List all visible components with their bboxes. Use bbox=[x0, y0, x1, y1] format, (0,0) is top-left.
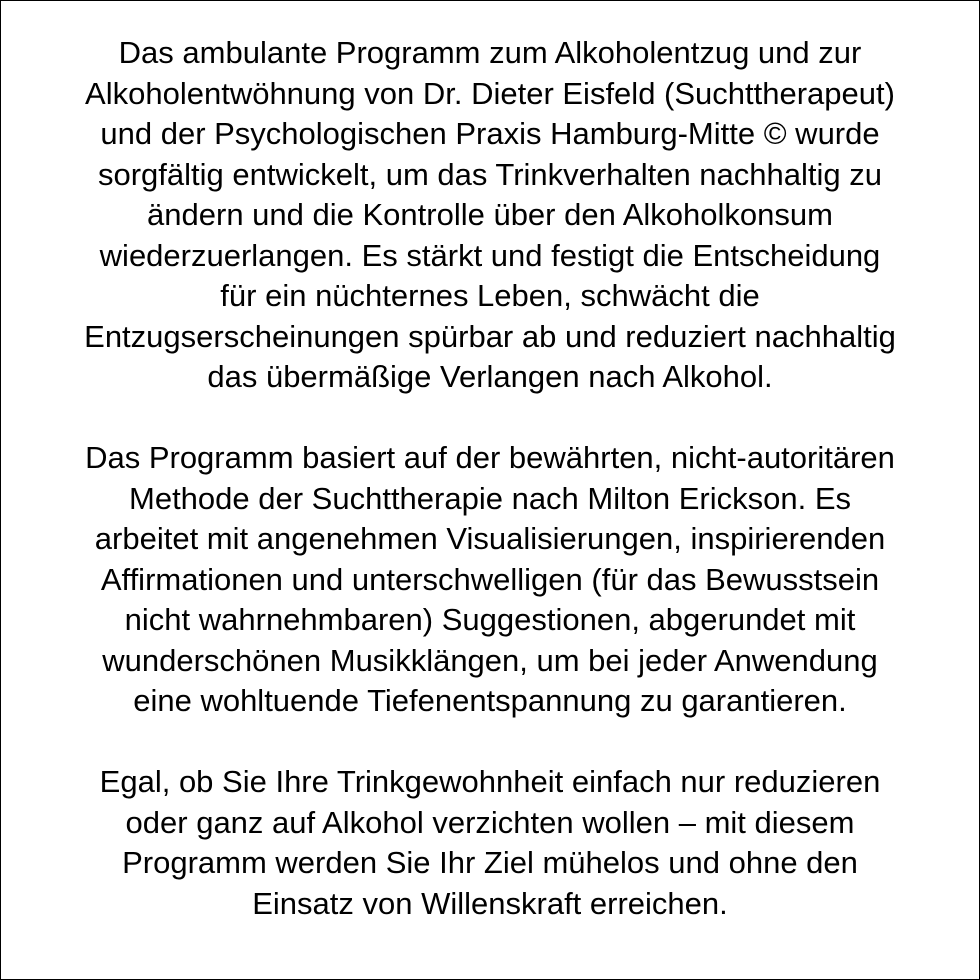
text-line: Alkoholentwöhnung von Dr. Dieter Eisfeld (Suchttherapeut) bbox=[85, 75, 895, 111]
text-line: für ein nüchternes Leben, schwächt die bbox=[220, 278, 760, 313]
text-line: ändern und die Kontrolle über den Alkoholkonsum bbox=[147, 197, 833, 232]
text-line: nicht wahrnehmbaren) Suggestionen, abgerundet mit bbox=[124, 602, 856, 637]
text-line: arbeitet mit angenehmen Visualisierungen, inspirierenden bbox=[94, 521, 886, 556]
text-line: das übermäßige Verlangen nach Alkohol. bbox=[207, 359, 773, 394]
paragraph-program-intro bbox=[15, 33, 965, 398]
text-line: und der Psychologischen Praxis Hamburg-Mitte © wurde bbox=[100, 116, 880, 151]
text-line: Das Programm basiert auf der bewährten, nicht-autoritären bbox=[85, 440, 895, 475]
text-line: wunderschönen Musikklängen, um bei jeder Anwendung bbox=[102, 642, 878, 678]
text-line: wiederzuerlangen. Es stärkt und festigt die Entscheidung bbox=[99, 237, 881, 273]
text-line: Methode der Suchttherapie nach Milton Erickson. Es bbox=[129, 480, 851, 516]
paragraph-goal bbox=[15, 762, 965, 924]
text-line: eine wohltuende Tiefenentspannung zu garantieren. bbox=[133, 683, 847, 718]
text-line: Entzugserscheinungen spürbar ab und reduziert nachhaltig bbox=[84, 318, 896, 354]
text-line: Programm werden Sie Ihr Ziel mühelos und ohne den bbox=[122, 845, 858, 880]
text-line: Einsatz von Willenskraft erreichen. bbox=[252, 885, 728, 921]
text-line: sorgfältig entwickelt, um das Trinkverhalten nachhaltig zu bbox=[97, 156, 882, 192]
text-line: Das ambulante Programm zum Alkoholentzug und zur bbox=[118, 35, 862, 70]
text-line: Affirmationen und unterschwelligen (für das Bewusstsein bbox=[100, 561, 880, 597]
text-line: Egal, ob Sie Ihre Trinkgewohnheit einfach nur reduzieren bbox=[99, 764, 881, 799]
text-line: oder ganz auf Alkohol verzichten wollen – mit diesem bbox=[125, 804, 855, 840]
paragraph-method bbox=[15, 438, 965, 722]
